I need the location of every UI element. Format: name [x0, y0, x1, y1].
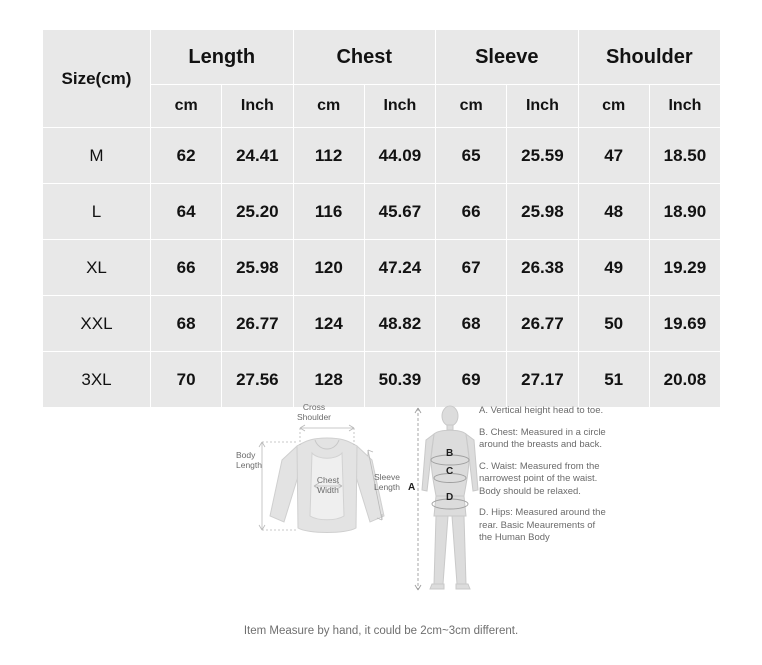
- table-row: [43, 184, 721, 240]
- cell-shoulder-inch: 19.29: [649, 240, 720, 296]
- header-unit-shoulder-cm: cm: [578, 85, 649, 128]
- body-marker-a: A: [408, 482, 416, 493]
- footer-disclaimer: Item Measure by hand, it could be 2cm~3cm different.: [243, 625, 519, 637]
- cell-shoulder-cm: 49: [578, 240, 649, 296]
- row-size-label: M: [43, 128, 151, 184]
- cell-sleeve-inch: 26.77: [507, 296, 578, 352]
- cell-sleeve-inch: 25.98: [507, 184, 578, 240]
- cell-shoulder-cm: 50: [578, 296, 649, 352]
- cell-chest-inch: 44.09: [364, 128, 435, 184]
- header-unit-length-cm: cm: [151, 85, 222, 128]
- table-header-groups: [43, 30, 721, 85]
- header-group-length: Length: [151, 30, 294, 85]
- body-marker-b: B: [446, 448, 454, 459]
- cell-shoulder-cm: 47: [578, 128, 649, 184]
- cell-chest-cm: 112: [293, 128, 364, 184]
- cell-length-inch: 24.41: [222, 128, 293, 184]
- label-body-length-line1: Body: [236, 450, 256, 460]
- header-unit-chest-cm: cm: [293, 85, 364, 128]
- cell-shoulder-cm: 51: [578, 352, 649, 408]
- cell-sleeve-cm: 67: [436, 240, 507, 296]
- cell-chest-inch: 48.82: [364, 296, 435, 352]
- body-marker-c: C: [446, 466, 454, 477]
- header-group-shoulder: Shoulder: [578, 30, 721, 85]
- table-row: [43, 128, 721, 184]
- header-group-sleeve: Sleeve: [436, 30, 579, 85]
- note-c: C. Waist: Measured from the narrowest point of the waist. Body should be relaxed.: [479, 460, 600, 497]
- header-unit-chest-inch: Inch: [364, 85, 435, 128]
- cell-length-cm: 68: [151, 296, 222, 352]
- cell-length-inch: 25.20: [222, 184, 293, 240]
- size-table: [42, 29, 721, 408]
- cell-sleeve-inch: 25.59: [507, 128, 578, 184]
- row-size-label: 3XL: [43, 352, 151, 408]
- header-unit-sleeve-cm: cm: [436, 85, 507, 128]
- cell-sleeve-inch: 27.17: [507, 352, 578, 408]
- label-chest-width-line1: Chest: [316, 475, 340, 485]
- cell-shoulder-inch: 19.69: [649, 296, 720, 352]
- cell-length-inch: 27.56: [222, 352, 293, 408]
- cell-length-cm: 62: [151, 128, 222, 184]
- cell-length-inch: 25.98: [222, 240, 293, 296]
- measurement-diagram-section: [0, 398, 762, 665]
- label-sleeve-length-line1: Sleeve: [374, 472, 400, 482]
- table-corner-label: Size(cm): [43, 30, 151, 128]
- cell-sleeve-cm: 69: [436, 352, 507, 408]
- label-chest-width-line2: Width: [317, 485, 339, 495]
- cell-shoulder-inch: 18.90: [649, 184, 720, 240]
- cell-length-cm: 70: [151, 352, 222, 408]
- table-row: [43, 240, 721, 296]
- cell-length-inch: 26.77: [222, 296, 293, 352]
- cell-chest-cm: 128: [293, 352, 364, 408]
- row-size-label: L: [43, 184, 151, 240]
- note-a: A. Vertical height head to toe.: [479, 405, 604, 416]
- cell-sleeve-cm: 68: [436, 296, 507, 352]
- label-sleeve-length-line2: Length: [374, 482, 400, 492]
- note-b: B. Chest: Measured in a circle around the breasts and back.: [479, 426, 606, 450]
- cell-chest-cm: 124: [293, 296, 364, 352]
- cell-chest-inch: 45.67: [364, 184, 435, 240]
- label-cross-shoulder-line2: Shoulder: [296, 412, 332, 422]
- cell-sleeve-inch: 26.38: [507, 240, 578, 296]
- cell-length-cm: 66: [151, 240, 222, 296]
- header-unit-length-inch: Inch: [222, 85, 293, 128]
- body-marker-d: D: [446, 492, 454, 503]
- row-size-label: XXL: [43, 296, 151, 352]
- cell-chest-inch: 50.39: [364, 352, 435, 408]
- size-table-container: [42, 29, 720, 408]
- cell-shoulder-cm: 48: [578, 184, 649, 240]
- cell-sleeve-cm: 65: [436, 128, 507, 184]
- header-unit-sleeve-inch: Inch: [507, 85, 578, 128]
- table-row: [43, 296, 721, 352]
- cell-shoulder-inch: 20.08: [649, 352, 720, 408]
- measurement-notes: [479, 405, 609, 554]
- cell-chest-inch: 47.24: [364, 240, 435, 296]
- label-body-length-line2: Length: [236, 460, 262, 470]
- row-size-label: XL: [43, 240, 151, 296]
- header-group-chest: Chest: [293, 30, 436, 85]
- label-cross-shoulder-line1: Cross: [302, 402, 326, 412]
- header-unit-shoulder-inch: Inch: [649, 85, 720, 128]
- cell-chest-cm: 120: [293, 240, 364, 296]
- cell-sleeve-cm: 66: [436, 184, 507, 240]
- note-d: D. Hips: Measured around the rear. Basic Meaurements of the Human Body: [479, 507, 606, 543]
- cell-chest-cm: 116: [293, 184, 364, 240]
- cell-length-cm: 64: [151, 184, 222, 240]
- cell-shoulder-inch: 18.50: [649, 128, 720, 184]
